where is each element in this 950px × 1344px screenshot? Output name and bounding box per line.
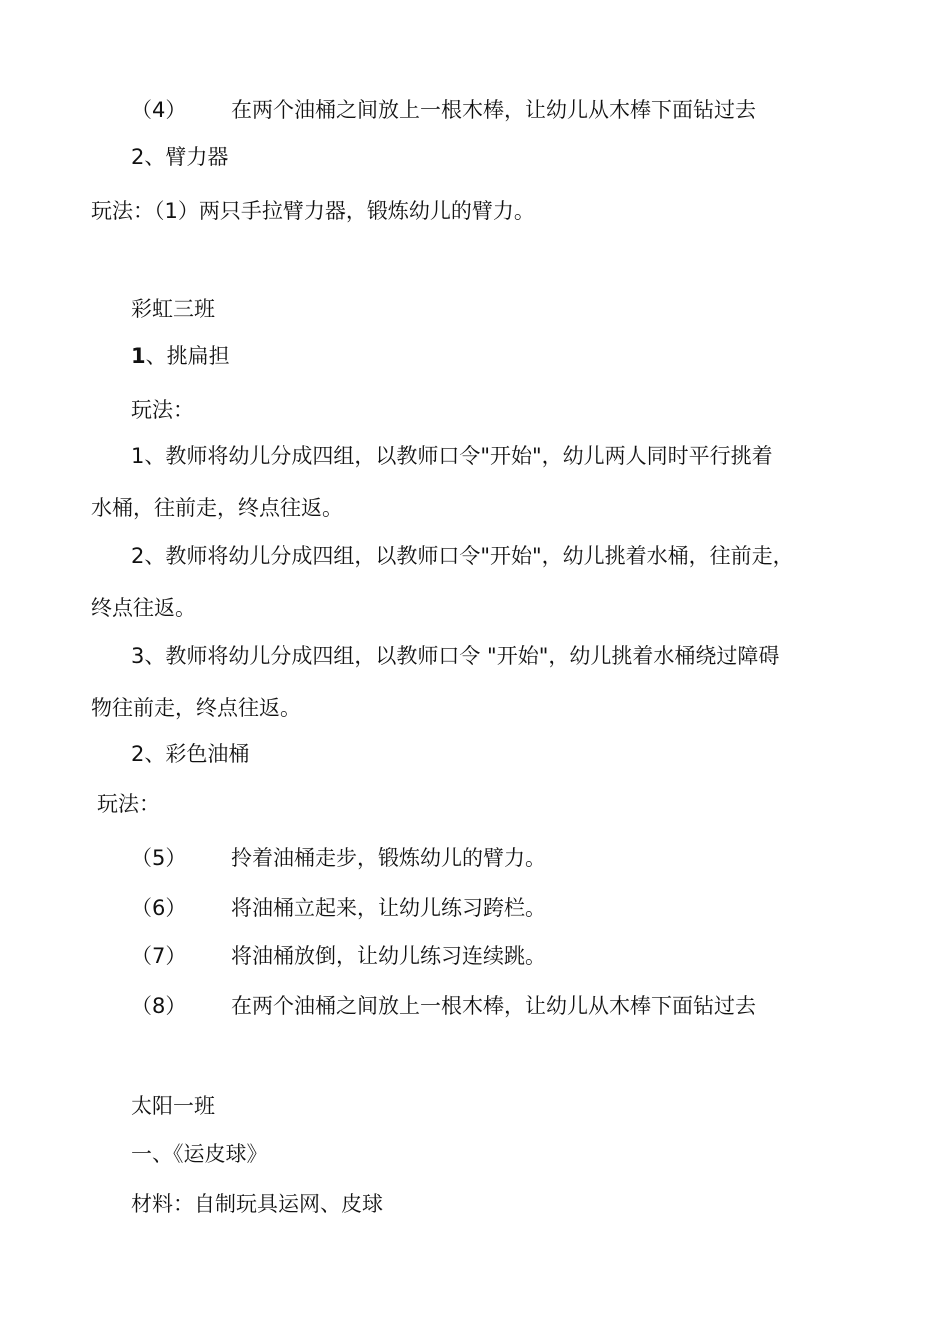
play-label: 玩法：	[97, 792, 160, 816]
section-heading	[131, 344, 230, 369]
list-item	[131, 98, 756, 123]
item-number: （7）	[131, 944, 187, 968]
rule-text: 1、教师将幼儿分成四组，以教师口令"开始"，幼儿两人同时平行挑着	[131, 444, 773, 468]
item-number: （6）	[131, 896, 187, 920]
class-title: 彩虹三班	[131, 297, 215, 321]
list-item	[131, 994, 756, 1019]
rule-text: 水桶，往前走，终点往返。	[91, 496, 343, 520]
play-description: 玩法：（1）两只手拉臂力器，锻炼幼儿的臂力。	[91, 199, 535, 223]
item-number: （4）	[131, 98, 187, 122]
item-text: 在两个油桶之间放上一根木棒，让幼儿从木棒下面钻过去	[231, 98, 756, 122]
play-label: 玩法：	[131, 398, 194, 422]
section-heading: 一、《运皮球》	[131, 1142, 268, 1166]
heading-number: 1	[131, 344, 146, 368]
rule-text: 终点往返。	[91, 596, 196, 620]
item-text: 将油桶立起来，让幼儿练习跨栏。	[231, 896, 546, 920]
rule-text: 2、教师将幼儿分成四组，以教师口令"开始"，幼儿挑着水桶，往前走，	[131, 544, 794, 568]
rule-text: 物往前走，终点往返。	[91, 696, 301, 720]
list-item	[131, 896, 546, 921]
class-title: 太阳一班	[131, 1094, 215, 1118]
list-item	[131, 846, 546, 871]
material-text: 材料：自制玩具运网、皮球	[131, 1192, 383, 1216]
item-text: 将油桶放倒，让幼儿练习连续跳。	[231, 944, 546, 968]
heading-text: 、挑扁担	[145, 344, 230, 368]
item-number: （5）	[131, 846, 187, 870]
item-text: 拎着油桶走步，锻炼幼儿的臂力。	[231, 846, 546, 870]
item-number: （8）	[131, 994, 187, 1018]
section-heading: 2、彩色油桶	[131, 742, 250, 766]
list-item	[131, 944, 546, 969]
rule-text: 3、教师将幼儿分成四组，以教师口令 "开始"，幼儿挑着水桶绕过障碍	[131, 644, 780, 668]
section-heading: 2、臂力器	[131, 145, 229, 169]
item-text: 在两个油桶之间放上一根木棒，让幼儿从木棒下面钻过去	[231, 994, 756, 1018]
